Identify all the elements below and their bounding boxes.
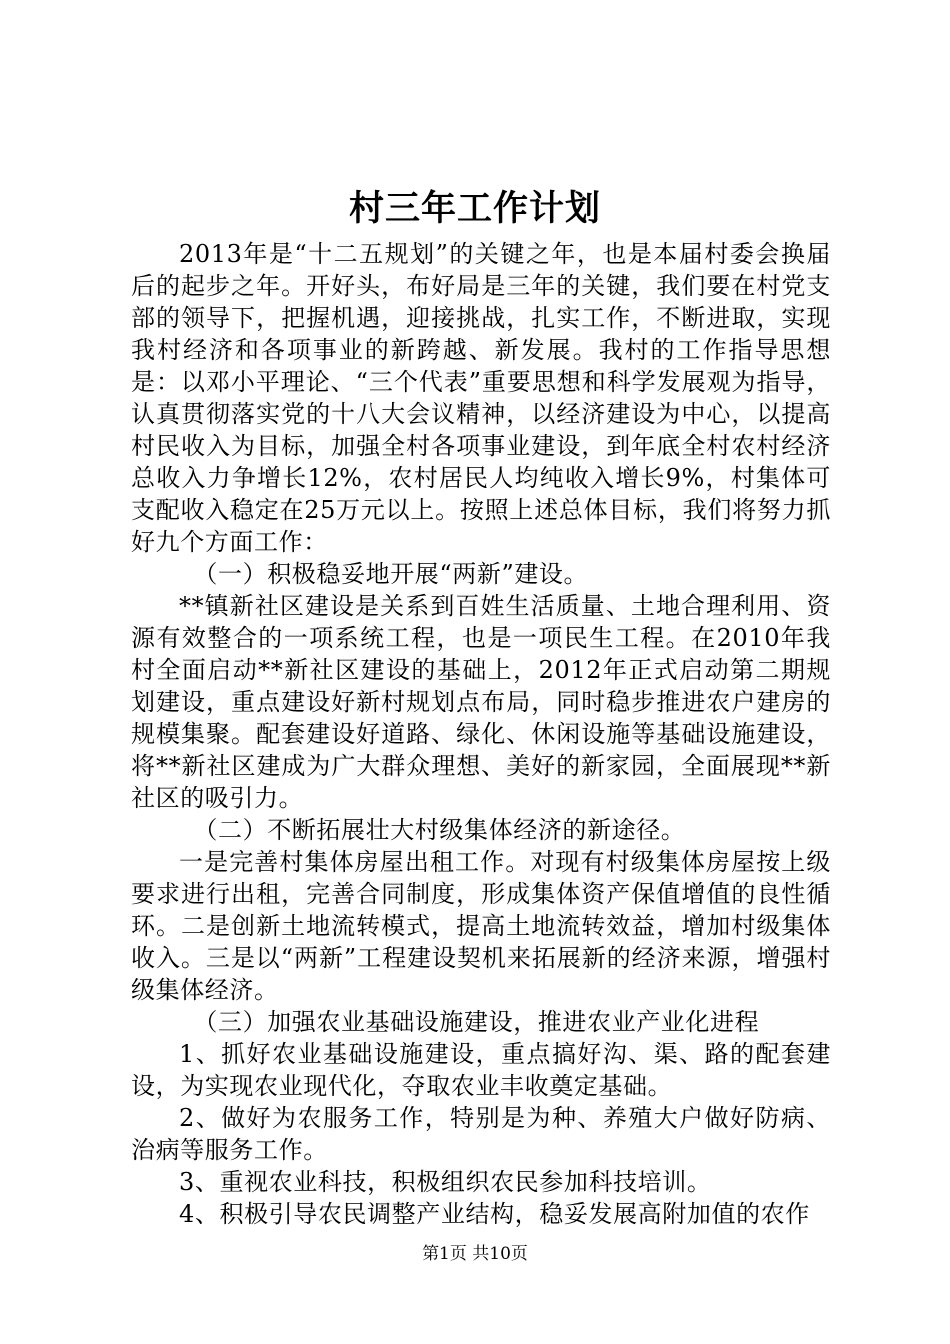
list-item-3: 3、重视农业科技，积极组织农民参加科技培训。 (179, 1168, 712, 1196)
page-footer: 第1页 共10页 (422, 1244, 528, 1264)
paragraph-section-2: 一是完善村集体房屋出租工作。对现有村级集体房屋按上级要求进行出租，完善合同制度，形成集体资产保值增值的良性循环。二是创新土地流转模式，提高土地流转效益，增加村级集体收入。三是以“两新”工程建设契机来拓展新的经济来源，增强村级集体经济。 (131, 848, 831, 1004)
document-body (131, 238, 831, 1230)
list-item-2: 2、做好为农服务工作，特别是为种、养殖大户做好防病、治病等服务工作。 (131, 1104, 831, 1164)
list-item-4: 4、积极引导农民调整产业结构，稳妥发展高附加值的农作 (179, 1200, 810, 1228)
section-heading-1: （一）积极稳妥地开展“两新”建设。 (193, 560, 589, 588)
paragraph-section-1: **镇新社区建设是关系到百姓生活质量、土地合理利用、资源有效整合的一项系统工程，也是一项民生工程。在2010年我村全面启动**新社区建设的基础上，2012年正式启动第二期规划建设，重点建设好新村规划点布局，同时稳步推进农户建房的规模集聚。配套建设好道路、绿化、休闲设施等基础设施建设，将**新社区建成为广大群众理想、美好的新家园，全面展现**新社区的吸引力。 (131, 592, 831, 812)
section-heading-3: （三）加强农业基础设施建设，推进农业产业化进程 (193, 1008, 760, 1036)
paragraph-intro: 2013年是“十二五规划”的关键之年，也是本届村委会换届后的起步之年。开好头，布好局是三年的关键，我们要在村党支部的领导下，把握机遇，迎接挑战，扎实工作，不断进取，实现我村经济和各项事业的新跨越、新发展。我村的工作指导思想是：以邓小平理论、“三个代表”重要思想和科学发展观为指导，认真贯彻落实党的十八大会议精神，以经济建设为中心，以提高村民收入为目标，加强全村各项事业建设，到年底全村农村经济总收入力争增长12%，农村居民人均纯收入增长9%，村集体可支配收入稳定在25万元以上。按照上述总体目标，我们将努力抓好九个方面工作： (131, 240, 831, 556)
list-item-1: 1、抓好农业基础设施建设，重点搞好沟、渠、路的配套建设，为实现农业现代化，夺取农业丰收奠定基础。 (131, 1040, 831, 1100)
document-title: 村三年工作计划 (348, 188, 601, 229)
section-heading-2: （二）不断拓展壮大村级集体经济的新途径。 (193, 816, 686, 844)
